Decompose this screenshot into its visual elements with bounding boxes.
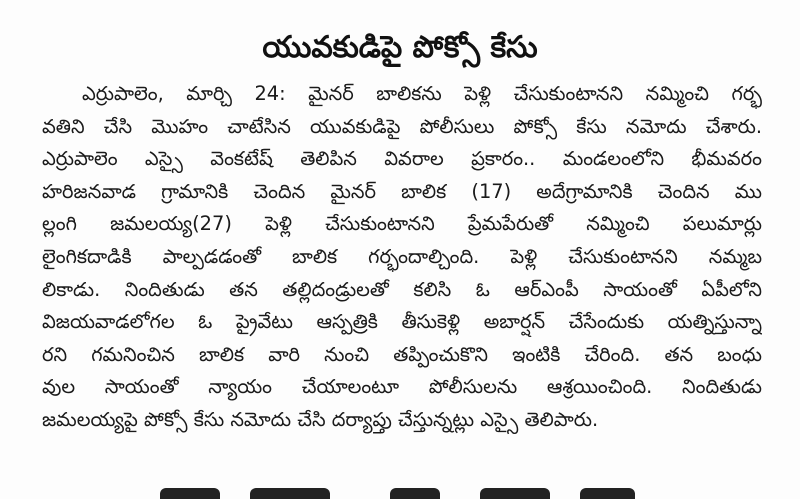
article-body: [42, 78, 762, 437]
article-line: హరిజనవాడ గ్రామానికి చెందిన మైనర్ బాలిక (17) అదేగ్రామానికి చెందిన ము: [42, 179, 762, 203]
article-line: ఎర్రుపాలెం ఎస్సై వెంకటేష్ తెలిపిన వివరాల ప్రకారం.. మండలంలోని భీమవరం: [42, 147, 762, 171]
article-line: విజయవాడలోగల ఓ ప్రైవేటు ఆస్పత్రికి తీసుకెళ్లి అబార్షన్ చేసేందుకు యత్నిస్తున్నా: [42, 310, 762, 334]
next-headline-fragment: [150, 482, 650, 499]
article-line: జమలయ్యపై పోక్సో కేసు నమోదు చేసి దర్యాప్తు చేస్తున్నట్లు ఎస్సై తెలిపారు.: [42, 407, 599, 431]
article-line: లైంగికదాడికి పాల్పడడంతో బాలిక గర్భందాల్చింది. పెళ్లి చేసుకుంటానని నమ్మబ: [42, 244, 762, 268]
article-line: ఎర్రుపాలెం, మార్చి 24: మైనర్ బాలికను పెళ్లి చేసుకుంటానని నమ్మించి గర్భ: [82, 82, 762, 105]
cut-off-text-graphic: [40, 0, 760, 8]
article-headline: యువకుడిపై పోక్సో కేసు: [262, 30, 538, 65]
previous-article-fragment: [40, 0, 760, 8]
article-line: వుల సాయంతో న్యాయం చేయాలంటూ పోలీసులను ఆశ్రయించింది. నిందితుడు: [42, 375, 762, 399]
article-line: లికాడు. నిందితుడు తన తల్లిదండ్రులతో కలిసి ఓ ఆర్ఎంపీ సాయంతో ఏపీలోని: [42, 277, 762, 301]
article-line: రని గమనించిన బాలిక వారి నుంచి తప్పించుకొని ఇంటికి చేరింది. తన బంధు: [42, 342, 762, 366]
article-line: వతిని చేసి మొహం చాటేసిన యువకుడిపై పోలీసులు పోక్సో కేసు నమోదు చేశారు.: [42, 114, 762, 138]
article-line: ల్లంగి జమలయ్య(27) పెళ్లి చేసుకుంటానని ప్రేమపేరుతో నమ్మించి పలుమార్లు: [42, 212, 762, 236]
